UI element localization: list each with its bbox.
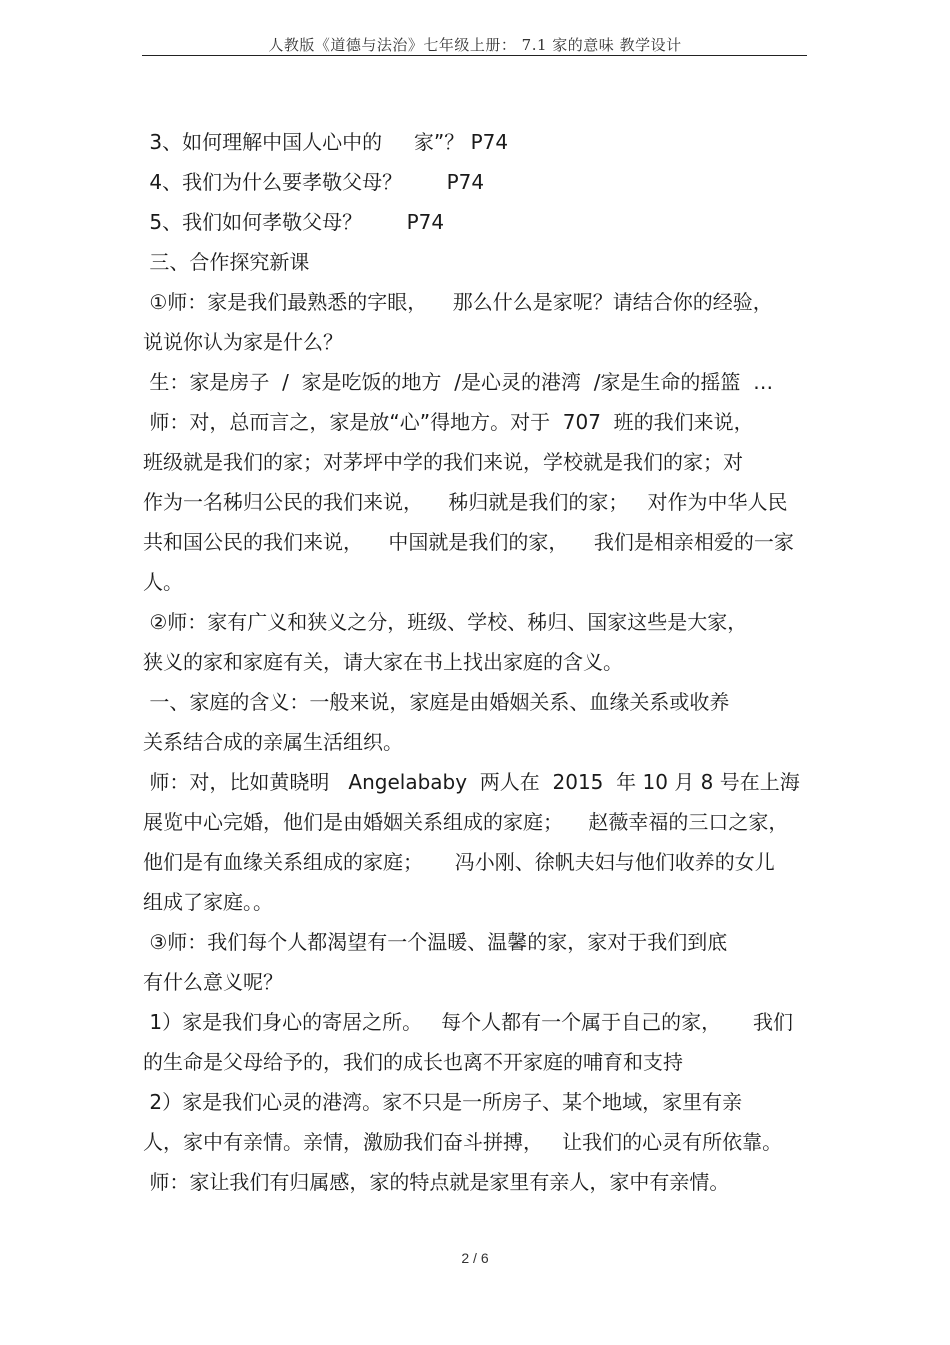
text-line: 师：对，总而言之，家是放“心”得地方。对于 707 班的我们来说， xyxy=(143,410,754,434)
page-number: 2 / 6 xyxy=(461,1250,489,1266)
text-line: 关系结合成的亲属生活组织。 xyxy=(143,730,403,754)
text-line: 师：家让我们有归属感，家的特点就是家里有亲人，家中有亲情。 xyxy=(143,1170,730,1194)
text-line: 5、我们如何孝敬父母？ P74 xyxy=(143,210,445,234)
text-line: 有什么意义呢？ xyxy=(143,970,283,994)
text-line: 生：家是房子 / 家是吃饭的地方 /是心灵的港湾 /家是生命的摇篮 … xyxy=(143,370,774,394)
section-heading: 三、合作探究新课 xyxy=(143,250,310,274)
document-body xyxy=(143,122,813,1202)
text-line: 3、如何理解中国人心中的 家”？ P74 xyxy=(143,130,509,154)
text-line: 师：对，比如黄晓明 Angelababy 两人在 2015 年 10 月 8 号在上海 xyxy=(143,770,800,794)
text-line: 4、我们为什么要孝敬父母？ P74 xyxy=(143,170,485,194)
text-line: ①师：家是我们最熟悉的字眼， 那么什么是家呢？请结合你的经验， xyxy=(143,290,773,314)
text-line: 一、家庭的含义：一般来说，家庭是由婚姻关系、血缘关系或收养 xyxy=(143,690,730,714)
text-line: 1）家是我们身心的寄居之所。 每个人都有一个属于自己的家， 我们 xyxy=(143,1010,793,1034)
text-line: 共和国公民的我们来说， 中国就是我们的家， 我们是相亲相爱的一家 xyxy=(143,530,794,554)
text-line: 作为一名秭归公民的我们来说， 秭归就是我们的家； 对作为中华人民 xyxy=(143,490,788,514)
text-line: ③师：我们每个人都渴望有一个温暖、温馨的家，家对于我们到底 xyxy=(143,930,728,954)
text-line: 2）家是我们心灵的港湾。家不只是一所房子、某个地域，家里有亲 xyxy=(143,1090,743,1114)
text-line: 的生命是父母给予的，我们的成长也离不开家庭的哺育和支持 xyxy=(143,1050,683,1074)
text-line: ②师：家有广义和狭义之分，班级、学校、秭归、国家这些是大家， xyxy=(143,610,748,634)
text-line: 说说你认为家是什么？ xyxy=(143,330,343,354)
text-line: 人，家中有亲情。亲情，激励我们奋斗拼搏， 让我们的心灵有所依靠。 xyxy=(143,1130,783,1154)
text-line: 狭义的家和家庭有关，请大家在书上找出家庭的含义。 xyxy=(143,650,623,674)
header-divider xyxy=(142,55,807,56)
text-line: 展览中心完婚，他们是由婚姻关系组成的家庭； 赵薇幸福的三口之家， xyxy=(143,810,789,834)
text-line: 人。 xyxy=(143,570,183,594)
text-line: 班级就是我们的家；对茅坪中学的我们来说，学校就是我们的家；对 xyxy=(143,450,743,474)
text-line: 组成了家庭。。 xyxy=(143,890,273,914)
text-line: 他们是有血缘关系组成的家庭； 冯小刚、徐帆夫妇与他们收养的女儿 xyxy=(143,850,775,874)
page-header: 人教版《道德与法治》七年级上册： 7.1 家的意味 教学设计 xyxy=(268,36,682,54)
